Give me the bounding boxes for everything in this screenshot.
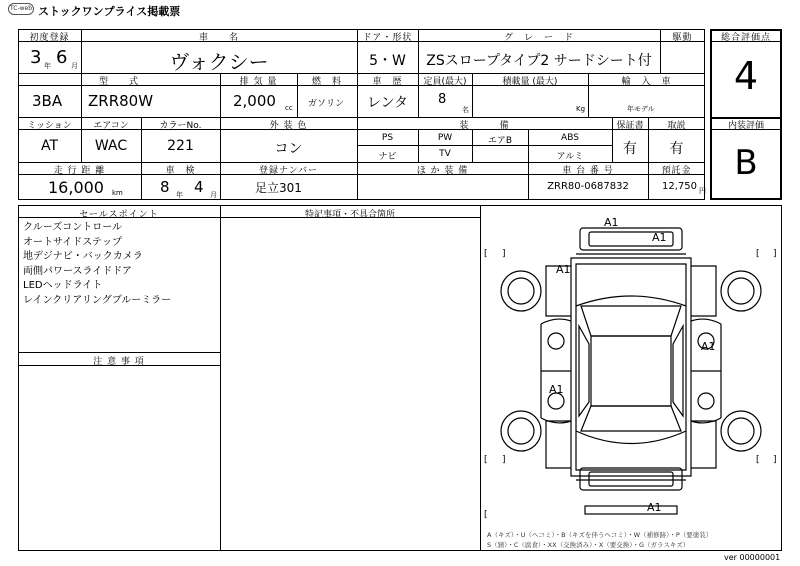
label-equipment: 装 備 xyxy=(459,121,510,131)
manual: 有 xyxy=(669,141,684,157)
interior-rating: B xyxy=(734,143,758,183)
exterior-color: コン xyxy=(274,141,303,157)
label-car-name: 車 名 xyxy=(198,33,239,43)
first-reg-month: 6 xyxy=(56,47,68,68)
aircon: WAC xyxy=(94,138,128,154)
car-damage-diagram xyxy=(481,206,781,528)
damage-mark: A1 xyxy=(604,216,619,229)
bracket-open: [ xyxy=(756,249,760,259)
equip-pw: PW xyxy=(437,133,453,143)
displacement-unit: cc xyxy=(285,104,293,112)
label-grade: グ レ ー ド xyxy=(503,33,574,43)
list-item: 両側パワースライドドア xyxy=(23,265,132,277)
label-mission: ミッション xyxy=(27,121,72,131)
mission: AT xyxy=(40,138,59,154)
list-item: 地デジナビ・バックカメラ xyxy=(23,251,143,262)
damage-mark: A1 xyxy=(556,263,571,276)
label-displacement: 排 気 量 xyxy=(239,77,278,87)
label-first-reg: 初度登録 xyxy=(29,33,70,43)
label-model: 型 式 xyxy=(98,77,139,87)
deposit: 12,750 xyxy=(662,181,697,192)
car-name: ヴォクシー xyxy=(169,50,269,74)
label-overall-rating: 総合評価点 xyxy=(720,33,771,43)
list-item: LEDヘッドライト xyxy=(23,280,103,291)
fuel: ガソリン xyxy=(308,99,345,109)
label-other-equipment: ほ か 装 備 xyxy=(416,166,469,176)
logo: TC-web xyxy=(8,3,34,15)
label-interior-rating: 内装評価 xyxy=(727,121,764,131)
bracket-open: [ xyxy=(484,455,488,465)
model: ZRR80W xyxy=(88,92,154,110)
label-color-no: カラーNo. xyxy=(159,121,202,131)
model-prefix: 3BA xyxy=(32,92,63,110)
bracket-close: ] xyxy=(773,455,777,465)
inspection-year-unit: 年 xyxy=(176,191,183,199)
label-manual: 取説 xyxy=(667,121,686,131)
damage-mark: A1 xyxy=(549,383,564,396)
equip-alloy: アルミ xyxy=(556,152,584,162)
mileage-unit: km xyxy=(112,189,123,197)
label-cautions: 注 意 事 項 xyxy=(93,357,145,367)
sales-points-list xyxy=(23,221,171,308)
label-drive: 駆動 xyxy=(672,33,693,43)
label-deposit: 預託金 xyxy=(661,166,692,176)
warranty: 有 xyxy=(623,141,637,157)
label-fuel: 燃 料 xyxy=(311,77,342,87)
list-item: クルーズコントロール xyxy=(23,222,122,233)
chassis-no: ZRR80-0687832 xyxy=(547,181,629,192)
bracket-close: ] xyxy=(502,455,506,465)
label-sales-points: セールスポイント xyxy=(79,210,159,220)
label-capacity: 定員(最大) xyxy=(423,77,467,87)
page-title: ストックワンプライス掲載票 xyxy=(38,5,181,18)
capacity: 8 xyxy=(438,92,447,107)
label-special-notes: 特記事項・不具合箇所 xyxy=(304,210,395,220)
label-door-shape: ドア・形状 xyxy=(362,33,413,43)
label-mileage: 走 行 距 離 xyxy=(53,166,106,176)
label-import: 輸 入 車 xyxy=(621,77,672,87)
label-exterior-color: 外 装 色 xyxy=(269,121,308,131)
bracket-close: ] xyxy=(502,249,506,259)
version-label: ver 00000001 xyxy=(724,553,781,562)
label-chassis-no: 車 台 番 号 xyxy=(562,166,614,176)
deposit-unit: 円 xyxy=(699,187,706,195)
displacement: 2,000 xyxy=(233,92,276,110)
first-reg-month-unit: 月 xyxy=(71,62,78,70)
label-warranty: 保証書 xyxy=(616,121,644,131)
damage-legend: A（キズ）・U（ヘコミ）・B（キズを伴うヘコミ）・W（補修跡）・P（要塗装） xyxy=(487,531,713,539)
bracket-open: [ xyxy=(484,510,488,520)
bracket-open: [ xyxy=(484,249,488,259)
inspection-month-unit: 月 xyxy=(210,191,217,199)
color-no: 221 xyxy=(167,138,194,154)
damage-mark: A1 xyxy=(647,501,662,514)
first-reg-year: 3 xyxy=(30,47,42,68)
label-inspection: 車 検 xyxy=(165,166,196,176)
label-load-capacity: 積載量 (最大) xyxy=(502,77,558,87)
grade: ZSスロープタイプ2 サードシート付 xyxy=(426,53,652,69)
label-plate: 登録ナンバー xyxy=(259,166,318,176)
mileage: 16,000 xyxy=(48,178,104,197)
equip-airbag: エアB xyxy=(487,136,513,146)
equip-tv: TV xyxy=(439,149,451,159)
label-aircon: エアコン xyxy=(93,121,129,131)
label-vehicle-history: 車 歴 xyxy=(372,77,403,87)
load-unit: Kg xyxy=(576,105,586,113)
import-model-year: 年モデル xyxy=(627,105,655,113)
damage-legend: S（錆）・C（腐食）・XX（交換済み）・X（要交換）・G（ガラスキズ） xyxy=(487,541,690,549)
overall-rating: 4 xyxy=(733,54,759,98)
damage-mark: A1 xyxy=(652,231,667,244)
bracket-open: [ xyxy=(756,455,760,465)
equip-navi: ナビ xyxy=(378,152,397,162)
inspection-month: 4 xyxy=(194,178,204,196)
door-shape: 5・W xyxy=(369,53,406,69)
bracket-close: ] xyxy=(773,249,777,259)
vehicle-history: レンタ xyxy=(366,95,409,111)
inspection-year: 8 xyxy=(160,178,170,196)
plate: 足立301 xyxy=(255,181,302,195)
damage-mark: A1 xyxy=(701,340,716,353)
list-item: レインクリアリングブルーミラー xyxy=(23,294,172,306)
capacity-unit: 名 xyxy=(462,106,469,114)
equip-abs: ABS xyxy=(561,133,579,143)
first-reg-year-unit: 年 xyxy=(44,62,51,70)
equip-ps: PS xyxy=(381,133,394,143)
list-item: オートサイドステップ xyxy=(23,236,122,248)
